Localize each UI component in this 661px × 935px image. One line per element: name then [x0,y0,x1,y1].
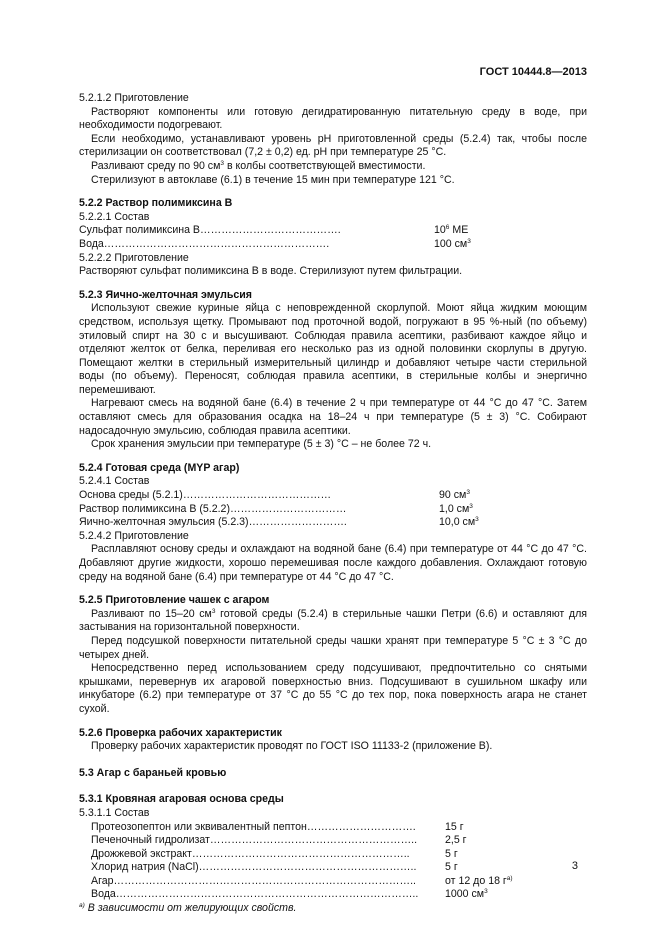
composition-row [79,224,587,238]
paragraph: Используют свежие куриные яйца с неповрежденной скорлупой. Моют яйца жидким моющим средством, используя щетку. Промывают под проточной водой, погружают в 95 %-ный (по объему) этиловый спирт на 30 с и высушивают. Соблюдая правила асептики, разбивают каждое яйцо и отделяют желток от белка, переливая его несколько раз из одной половинки скорлупы в другую. Помещают желтки в стерильный измерительный цилиндр и добавляют четыре части стерильной воды (по объему). Переносят, соблюдая правила асептики, в стерильные колбы и энергично перемешивают. [79,302,587,396]
ingredient-amount: $10^6$ МЕ [434,224,469,237]
paragraph: Разливают по 15–20 $см^3$ готовой среды (5.2.4) в стерильные чашки Петри (6.6) и оставляют для застывания на горизонтальной поверхности. [79,607,588,634]
composition-list [79,489,587,530]
clause-title: 5.3.1.1 Состав [79,806,150,819]
section-heading: 5.2.5 Приготовление чашек с агаром [79,594,270,607]
composition-row [79,516,587,530]
clause-title: 5.2.4.1 Состав [79,475,150,488]
paragraph: Непосредственно перед использованием среду подсушивают, предпочтительно со снятыми крышками, перевернув их агаровой поверхностью вниз. Подсушивают в сушильном шкафу или инкубаторе (6.2) при температуре от 37 °С до 55 °С до тех пор, пока поверхность агара не станет сухой. [79,662,587,715]
composition-row [91,848,587,862]
section-heading: 5.2.3 Яично-желточная эмульсия [79,288,252,301]
composition-row [91,888,587,902]
ingredient-name: Протеозопептон или эквивалентный пептон…………………………. [91,820,416,833]
ingredient-name: Вода………………………………………………………. [79,237,330,250]
ingredient-name: Дрожжевой экстракт…………………………………………………….. [91,847,410,860]
composition-row [79,503,587,517]
ingredient-name: Сульфат полимиксина В…………………………………. [79,224,341,237]
ingredient-amount: 100 $см^3$ [434,237,471,250]
clause-title: 5.2.1.2 Приготовление [79,92,189,104]
paragraph: Расплавляют основу среды и охлаждают на водяной бане (6.4) при температуре от 44 °С до 47 °С. Добавляют другие жидкости, хорошо перемешивая после каждого добавления. Охлаждают готовую среду на водяной бане (6.4) при температуре от 44 °С до 47 °С. [79,543,587,583]
section-heading: 5.3 Агар с бараньей кровью [79,766,227,779]
composition-row [91,834,587,848]
section-heading: 5.3.1 Кровяная агаровая основа среды [79,793,284,806]
composition-row [91,821,587,835]
ingredient-name: Основа среды (5.2.1)…………………………………… [79,489,332,502]
paragraph: Срок хранения эмульсии при температуре (5 ± 3) °С – не более 72 ч. [91,438,432,451]
section-heading: 5.2.4 Готовая среда (MYP агар) [79,461,240,474]
page-content [79,92,587,916]
composition-list [79,224,587,251]
paragraph: Разливают среду по 90 $см^3$ в колбы соответствующей вместимости. [91,159,426,172]
ingredient-name: Раствор полимиксина В (5.2.2)…………………………… [79,502,347,515]
ingredient-amount: 2,5 г [445,834,467,847]
ingredient-amount: 1,0 $см^3$ [439,502,473,515]
paragraph: Проверку рабочих характеристик проводят по ГОСТ ISO 11133-2 (приложение В). [91,740,493,753]
ingredient-amount: 90 $см^3$ [439,489,470,502]
clause-title: 5.2.2.1 Состав [79,210,150,223]
ingredient-name: Вода………………………………………………………………………….. [91,888,419,901]
section-heading: 5.2.6 Проверка рабочих характеристик [79,726,282,739]
composition-row [79,489,587,503]
footnote: $^{а)}$ В зависимости от желирующих свойств. [79,902,297,915]
paragraph: Если необходимо, устанавливают уровень рН приготовленной среды (5.2.4) так, чтобы после стерилизации он соответствовал (7,2 ± 0,2) ед. рН при температуре 25 °С. [79,132,587,159]
ingredient-amount: 10,0 $см^3$ [439,516,479,529]
ingredient-amount: 5 г [445,847,458,860]
paragraph: Нагревают смесь на водяной бане (6.4) в течение 2 ч при температуре от 44 °С до 47 °С. Затем оставляют смесь для образования осадка на 18–24 ч при температуре (5 ± 3) °С. Собирают надосадочную эмульсию, соблюдая правила асептики. [79,397,587,437]
ingredient-name: Агар………………………………………………………………………….. [91,874,416,887]
page-number: 3 [571,860,578,872]
section-heading: 5.2.2 Раствор полимиксина В [79,197,233,210]
ingredient-amount: 5 г [445,861,458,874]
paragraph: Растворяют сульфат полимиксина В в воде. Стерилизуют путем фильтрации. [79,265,463,278]
ingredient-name: Яично-желточная эмульсия (5.2.3)………………………. [79,516,347,529]
clause-title: 5.2.2.2 Приготовление [79,251,189,264]
ingredient-name: Хлорид натрия (NaCl)…………………………………………………….. [91,861,417,874]
ingredient-amount: 15 г [445,820,464,833]
composition-row [91,861,587,875]
composition-row [79,238,587,252]
document-id: ГОСТ 10444.8—2013 [479,66,587,78]
composition-list [79,821,587,903]
composition-row [91,875,587,889]
ingredient-amount: 1000 $см^3$ [445,888,488,901]
clause-title: 5.2.4.2 Приготовление [79,529,189,542]
ingredient-amount: от 12 до 18 $г^{а)}$ [445,874,513,887]
paragraph: Перед подсушкой поверхности питательной среды чашки хранят при температуре 5 °С ± 3 °С до четырех дней. [79,634,587,661]
ingredient-name: Печеночный гидролизат………………………………………………….. [91,834,418,847]
paragraph: Растворяют компоненты или готовую дегидратированную питательную среду в воде, при необходимости подогревают. [79,105,587,132]
paragraph: Стерилизуют в автоклаве (6.1) в течение 15 мин при температуре 121 °С. [91,173,455,186]
